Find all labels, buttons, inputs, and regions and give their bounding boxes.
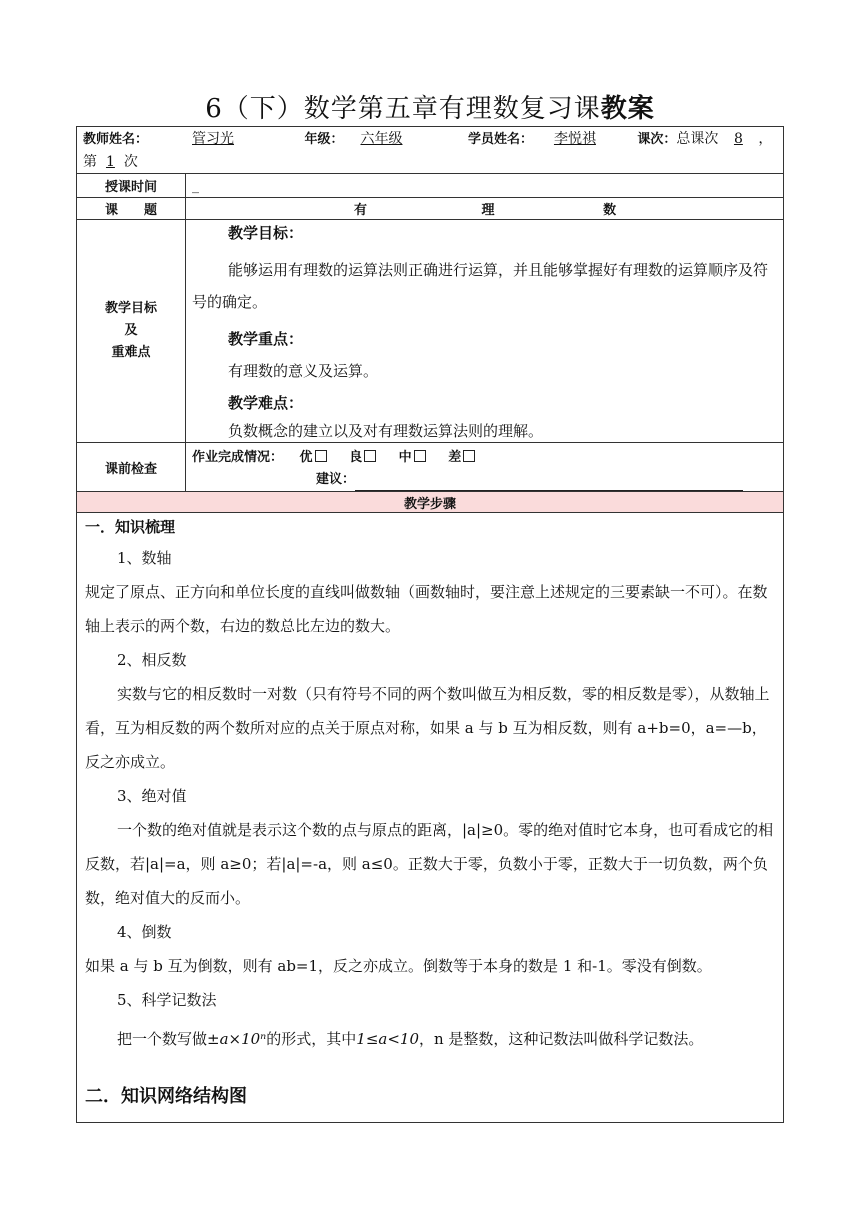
info-row xyxy=(77,127,784,174)
objectives-label xyxy=(77,220,186,443)
topic-char-2: 理 xyxy=(481,203,495,218)
total-value: 8 xyxy=(733,130,743,147)
s2-title: 2、相反数 xyxy=(117,651,187,669)
title-main: 6（下）数学第五章有理数复习课 xyxy=(205,94,601,124)
grade-value: 六年级 xyxy=(360,130,403,147)
s4-title: 4、倒数 xyxy=(117,923,172,941)
time-value: _ xyxy=(186,174,784,198)
nth-value: 1 xyxy=(105,153,115,170)
objectives-label-2: 及 xyxy=(124,323,138,338)
suggestion-line[interactable] xyxy=(355,476,743,491)
section-1-heading: 一．知识梳理 xyxy=(85,518,176,536)
topic-char-1: 有 xyxy=(354,203,368,218)
section-2-heading: 二．知识网络结构图 xyxy=(85,1086,247,1107)
option-excellent[interactable] xyxy=(300,450,327,465)
key-text: 有理数的意义及运算。 xyxy=(228,362,379,380)
student-label: 学员姓名： xyxy=(467,131,533,147)
s4-text: 如果 a 与 b 互为倒数，则有 ab=1，反之亦成立。倒数等于本身的数是 1 和-1。零没有倒数。 xyxy=(85,957,712,975)
goal-heading: 教学目标： xyxy=(228,224,304,242)
page-title xyxy=(0,88,860,125)
s1-title: 1、数轴 xyxy=(117,549,172,567)
s5-formula: ±a×10ⁿ xyxy=(207,1030,267,1048)
steps-header: 教学步骤 xyxy=(77,492,784,513)
suggestion-label: 建议： xyxy=(316,472,356,487)
checkbox-poor[interactable] xyxy=(463,450,475,462)
lesson-label: 课次： xyxy=(637,131,677,147)
topic-value xyxy=(186,198,784,220)
s1-text: 规定了原点、正方向和单位长度的直线叫做数轴（画数轴时，要注意上述规定的三要素缺一不可）。在数轴上表示的两个数，右边的数总比左边的数大。 xyxy=(85,583,768,635)
option-poor-label: 差 xyxy=(448,450,462,465)
option-average[interactable] xyxy=(399,450,426,465)
time-row xyxy=(77,174,784,198)
topic-char-3: 数 xyxy=(603,203,617,218)
difficulty-text: 负数概念的建立以及对有理数运算法则的理解。 xyxy=(228,422,544,440)
precheck-content xyxy=(186,443,784,492)
s5-pre: 把一个数写做 xyxy=(117,1030,208,1048)
nth-suffix: 次 xyxy=(123,153,138,170)
s5-post: ，n 是整数，这种记数法叫做科学记数法。 xyxy=(419,1030,704,1048)
info-cell: 教师姓名： 管习光 年级： 六年级 学员姓名： 李悦祺 课次：总课次 8 ， 第 1 次 xyxy=(77,127,784,174)
checkbox-average[interactable] xyxy=(414,450,426,462)
s5-text xyxy=(85,1017,775,1061)
steps-header-row xyxy=(77,492,784,513)
title-bold: 教案 xyxy=(600,94,655,124)
homework-label: 作业完成情况： xyxy=(192,450,284,465)
option-excellent-label: 优 xyxy=(299,450,313,465)
s5-range: 1≤a<10 xyxy=(356,1030,419,1048)
checkbox-good[interactable] xyxy=(364,450,376,462)
objectives-row xyxy=(77,220,784,443)
steps-content xyxy=(77,513,784,1123)
option-poor[interactable] xyxy=(448,450,475,465)
steps-content-row xyxy=(77,513,784,1123)
precheck-label: 课前检查 xyxy=(77,443,186,492)
goal-text: 能够运用有理数的运算法则正确进行运算，并且能够掌握好有理数的运算顺序及符号的确定。 xyxy=(192,261,769,311)
teacher-label: 教师姓名： xyxy=(83,131,149,147)
key-heading: 教学重点： xyxy=(228,330,304,348)
option-good[interactable] xyxy=(349,450,376,465)
s3-title: 3、绝对值 xyxy=(117,787,187,805)
lesson-table xyxy=(76,126,784,1123)
s2-text: 实数与它的相反数时一对数（只有符号不同的两个数叫做互为相反数，零的相反数是零），从数轴上看，互为相反数的两个数所对应的点关于原点对称，如果 a 与 b 互为相反数，则有 a+b=0，a=—b，反之亦成立。 xyxy=(85,685,770,771)
objectives-label-3: 重难点 xyxy=(111,345,151,360)
teacher-value: 管习光 xyxy=(192,130,235,147)
checkbox-excellent[interactable] xyxy=(315,450,327,462)
time-label: 授课时间 xyxy=(77,174,186,198)
objectives-label-1: 教学目标 xyxy=(104,301,157,316)
difficulty-heading: 教学难点： xyxy=(228,394,304,412)
objectives-content xyxy=(186,220,784,443)
nth-prefix: 第 xyxy=(83,153,97,170)
precheck-row xyxy=(77,443,784,492)
s3-text: 一个数的绝对值就是表示这个数的点与原点的距离，|a|≥0。零的绝对值时它本身，也可看成它的相反数，若|a|=a，则 a≥0；若|a|=-a，则 a≤0。正数大于零，负数小于零，正数大于一切负数，两个负数，绝对值大的反而小。 xyxy=(85,821,774,907)
topic-label: 课 题 xyxy=(77,198,186,220)
grade-label: 年级： xyxy=(304,131,344,147)
total-label: 总课次 xyxy=(676,130,719,147)
option-good-label: 良 xyxy=(349,450,363,465)
s5-title: 5、科学记数法 xyxy=(117,991,217,1009)
student-value: 李悦祺 xyxy=(553,130,596,147)
option-average-label: 中 xyxy=(398,450,412,465)
topic-row xyxy=(77,198,784,220)
s5-mid: 的形式，其中 xyxy=(266,1030,357,1048)
